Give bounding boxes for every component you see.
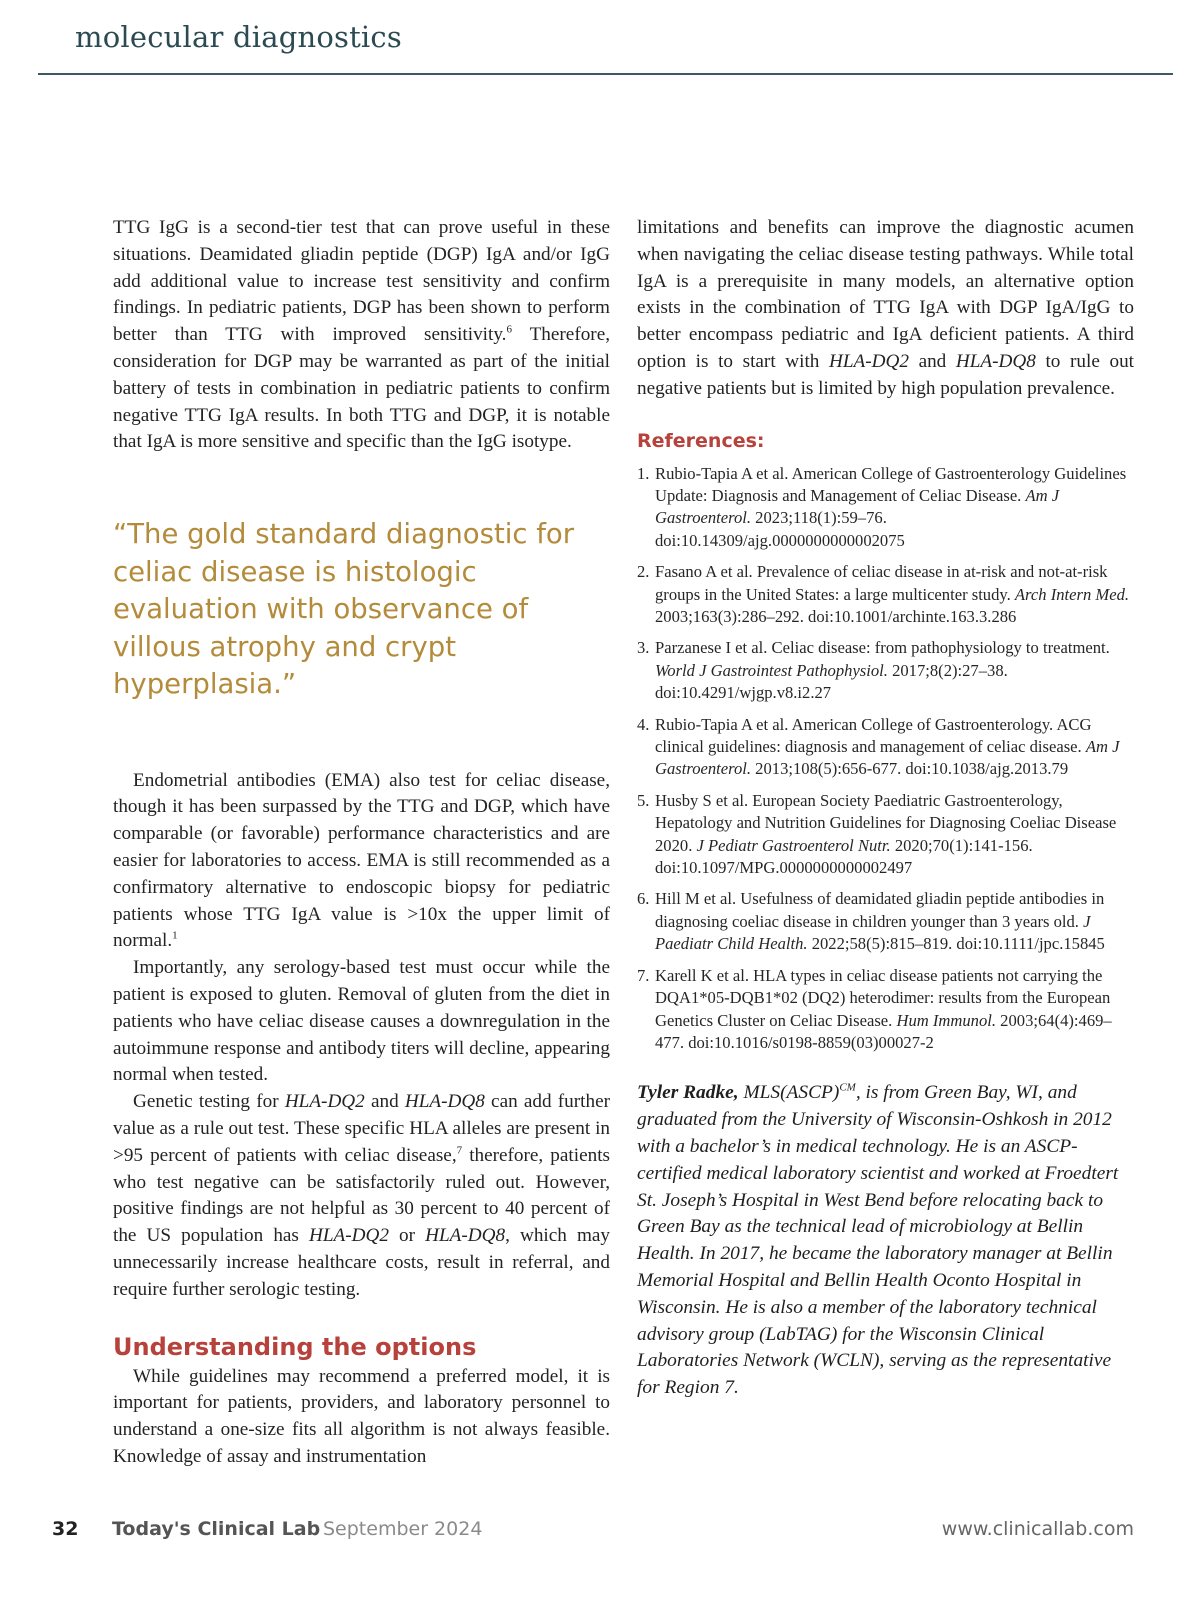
reference-item bbox=[637, 888, 1134, 955]
author-credential: MLS(ASCP) bbox=[738, 1082, 840, 1104]
reference-citation: 2022;58(5):815–819. doi:10.1111/jpc.15845 bbox=[807, 934, 1105, 954]
paragraph-text: TTG IgG is a second-tier test that can prove useful in these situations. Deamidated gliadin peptide (DGP) IgA and/or IgG add additional value to increase test sensitivity and confirm findings. In pediatric patients, DGP has been shown to perform better than TTG with improved sensitivity. bbox=[113, 217, 610, 346]
body-paragraph bbox=[113, 215, 610, 456]
reference-citation: 2023;118(1):59–76. doi:10.14309/ajg.0000000000002075 bbox=[655, 508, 905, 550]
credential-superscript: CM bbox=[839, 1081, 856, 1094]
citation-superscript: 1 bbox=[172, 930, 178, 943]
reference-journal: Am J Gastroenterol. bbox=[655, 485, 1060, 528]
reference-text: Rubio-Tapia A et al. American College of Gastroenterology Guidelines Update: Diagnosis and Management of Celiac Disease. bbox=[655, 463, 1127, 505]
reference-number: 4. bbox=[637, 714, 650, 734]
references-heading: References: bbox=[637, 429, 765, 452]
section-heading: Understanding the options bbox=[113, 1332, 477, 1361]
reference-item bbox=[637, 714, 1134, 781]
reference-citation: 2003;64(4):469–477. doi:10.1016/s0198-8859(03)00027-2 bbox=[655, 1010, 1112, 1052]
citation-superscript: 6 bbox=[506, 323, 512, 336]
reference-journal: J Paediatr Child Health. bbox=[655, 911, 1091, 954]
reference-number: 2. bbox=[637, 562, 650, 582]
author-name: Tyler Radke, bbox=[637, 1082, 739, 1104]
website-link[interactable]: www.clinicallab.com bbox=[941, 1518, 1134, 1540]
reference-number: 3. bbox=[637, 638, 650, 658]
reference-journal: Hum Immunol. bbox=[896, 1010, 997, 1030]
paragraph-text: and bbox=[364, 1091, 405, 1113]
reference-journal: Am J Gastroenterol. bbox=[655, 737, 1120, 779]
paragraph-text: therefore, patients who test negative can be satisfactorily ruled out. However, positive findings are not helpful as 30 percent to 40 percent of the US population has bbox=[113, 1144, 610, 1247]
author-bio bbox=[637, 1080, 1134, 1402]
paragraph-text: and bbox=[908, 350, 956, 372]
reference-item bbox=[637, 463, 1134, 553]
reference-text: Fasano A et al. Prevalence of celiac disease in at-risk and not-at-risk groups in the United States: a large multicenter study. bbox=[655, 562, 1108, 604]
section-label: molecular diagnostics bbox=[75, 20, 402, 54]
header-divider bbox=[38, 73, 1173, 75]
reference-item bbox=[637, 965, 1134, 1055]
reference-number: 7. bbox=[637, 965, 650, 985]
reference-text: Parzanese I et al. Celiac disease: from pathophysiology to treatment. bbox=[655, 638, 1110, 658]
reference-text: Rubio-Tapia A et al. American College of Gastroenterology. ACG clinical guidelines: diagnosis and management of celiac disease. bbox=[655, 714, 1092, 757]
reference-journal: J Pediatr Gastroenterol Nutr. bbox=[696, 835, 891, 855]
magazine-name: Today's Clinical Lab bbox=[112, 1518, 321, 1540]
gene-name: HLA-DQ2 bbox=[829, 350, 909, 372]
gene-name: HLA-DQ8 bbox=[404, 1091, 485, 1113]
body-paragraph bbox=[113, 1089, 610, 1303]
reference-journal: World J Gastrointest Pathophysiol. bbox=[655, 660, 888, 680]
gene-name: HLA-DQ8 bbox=[955, 350, 1036, 372]
body-paragraph: While guidelines may recommend a preferred model, it is important for patients, providers, and laboratory personnel to understand a one-size fits all algorithm is not always feasible. Knowledge of assay and instrumentation bbox=[113, 1365, 610, 1467]
reference-text: Karell K et al. HLA types in celiac disease patients not carrying the DQA1*05-DQB1*02 (DQ2) heterodimer: results from the European Genetics Cluster on Celiac Disease. bbox=[655, 965, 1111, 1030]
author-bio-text: , is from Green Bay, WI, and graduated from the University of Wisconsin-Oshkosh in 2012 with a bachelor’s in medical technology. He is an ASCP-certified medical laboratory scientist and worked at Froedtert St. Joseph’s Hospital in West Bend before relocating back to Green Bay as the technical lead of microbiology at Bellin Health. In 2017, he became the laboratory manager at Bellin Memorial Hospital and Bellin Health Oconto Hospital in Wisconsin. He is also a member of the laboratory technical advisory group (LabTAG) for the Wisconsin Clinical Laboratories Network (WCLN), serving as the representative for Region 7. bbox=[637, 1082, 1119, 1399]
pull-quote: “The gold standard diagnostic for celiac disease is histologic evaluation with observance of villous atrophy and crypt hyperplasia.” bbox=[113, 518, 575, 701]
right-column bbox=[637, 215, 1134, 1402]
left-column bbox=[113, 215, 610, 1471]
body-paragraph bbox=[113, 768, 610, 956]
reference-text: Husby S et al. European Society Paediatric Gastroenterology, Hepatology and Nutrition Guidelines for Diagnosing Coeliac Disease 2020. bbox=[655, 790, 1117, 855]
gene-name: HLA-DQ2 bbox=[309, 1225, 389, 1247]
reference-citation: 2013;108(5):656-677. doi:10.1038/ajg.2013.79 bbox=[751, 759, 1069, 779]
reference-journal: Arch Intern Med. bbox=[1014, 584, 1130, 604]
gene-name: HLA-DQ8 bbox=[425, 1225, 506, 1247]
paragraph-text: , which may unnecessarily increase healthcare costs, result in referral, and require further serologic testing. bbox=[113, 1225, 610, 1300]
reference-citation: 2020;70(1):141-156. doi:10.1097/MPG.0000000000002497 bbox=[655, 835, 1033, 878]
paragraph-text: Genetic testing for bbox=[133, 1091, 285, 1113]
reference-number: 6. bbox=[637, 889, 650, 909]
reference-citation: 2017;8(2):27–38. doi:10.4291/wjgp.v8.i2.27 bbox=[655, 660, 1008, 703]
page-footer bbox=[0, 1518, 1200, 1552]
body-paragraph: Importantly, any serology-based test must occur while the patient is exposed to gluten. Removal of gluten from the diet in patients who have celiac disease causes a downregulation in the autoimmune response and antibody titers will decline, appearing normal when tested. bbox=[113, 957, 610, 1086]
reference-citation: 2003;163(3):286–292. doi:10.1001/archinte.163.3.286 bbox=[655, 607, 1017, 627]
citation-superscript: 7 bbox=[456, 1144, 463, 1157]
reference-item bbox=[637, 637, 1134, 704]
reference-number: 5. bbox=[637, 790, 650, 810]
body-paragraph bbox=[637, 215, 1134, 403]
reference-item bbox=[637, 790, 1134, 880]
paragraph-text: or bbox=[388, 1225, 426, 1247]
paragraph-text: to rule out negative patients but is limited by high population prevalence. bbox=[637, 350, 1134, 399]
reference-number: 1. bbox=[637, 463, 650, 483]
reference-item bbox=[637, 561, 1134, 628]
reference-list bbox=[637, 463, 1134, 1055]
gene-name: HLA-DQ2 bbox=[284, 1091, 365, 1113]
issue-date: September 2024 bbox=[323, 1518, 483, 1540]
paragraph-text: Endometrial antibodies (EMA) also test for celiac disease, though it has been surpassed by the TTG and DGP, which have comparable (or favorable) performance characteristics and are easier for laboratories to access. EMA is still recommended as a confirmatory alternative to endoscopic biopsy for pediatric patients whose TTG IgA value is >10x the upper limit of normal. bbox=[113, 769, 610, 952]
paragraph-text: limitations and benefits can improve the diagnostic acumen when navigating the celiac disease testing pathways. While total IgA is a prerequisite in many models, an alternative option exists in the combination of TTG IgA with DGP IgA/IgG to better encompass pediatric and IgA deficient patients. A third option is to start with bbox=[637, 217, 1134, 372]
paragraph-text: Therefore, consideration for DGP may be warranted as part of the initial battery of tests in combination in pediatric patients to confirm negative TTG IgA results. In both TTG and DGP, it is notable that IgA is more sensitive and specific than the IgG isotype. bbox=[113, 324, 611, 453]
reference-text: Hill M et al. Usefulness of deamidated gliadin peptide antibodies in diagnosing coeliac disease in children younger than 3 years old. bbox=[655, 889, 1105, 931]
page-number: 32 bbox=[52, 1518, 79, 1540]
paragraph-text: can add further value as a rule out test. These specific HLA alleles are present in >95 percent of patients with celiac disease, bbox=[113, 1091, 610, 1166]
